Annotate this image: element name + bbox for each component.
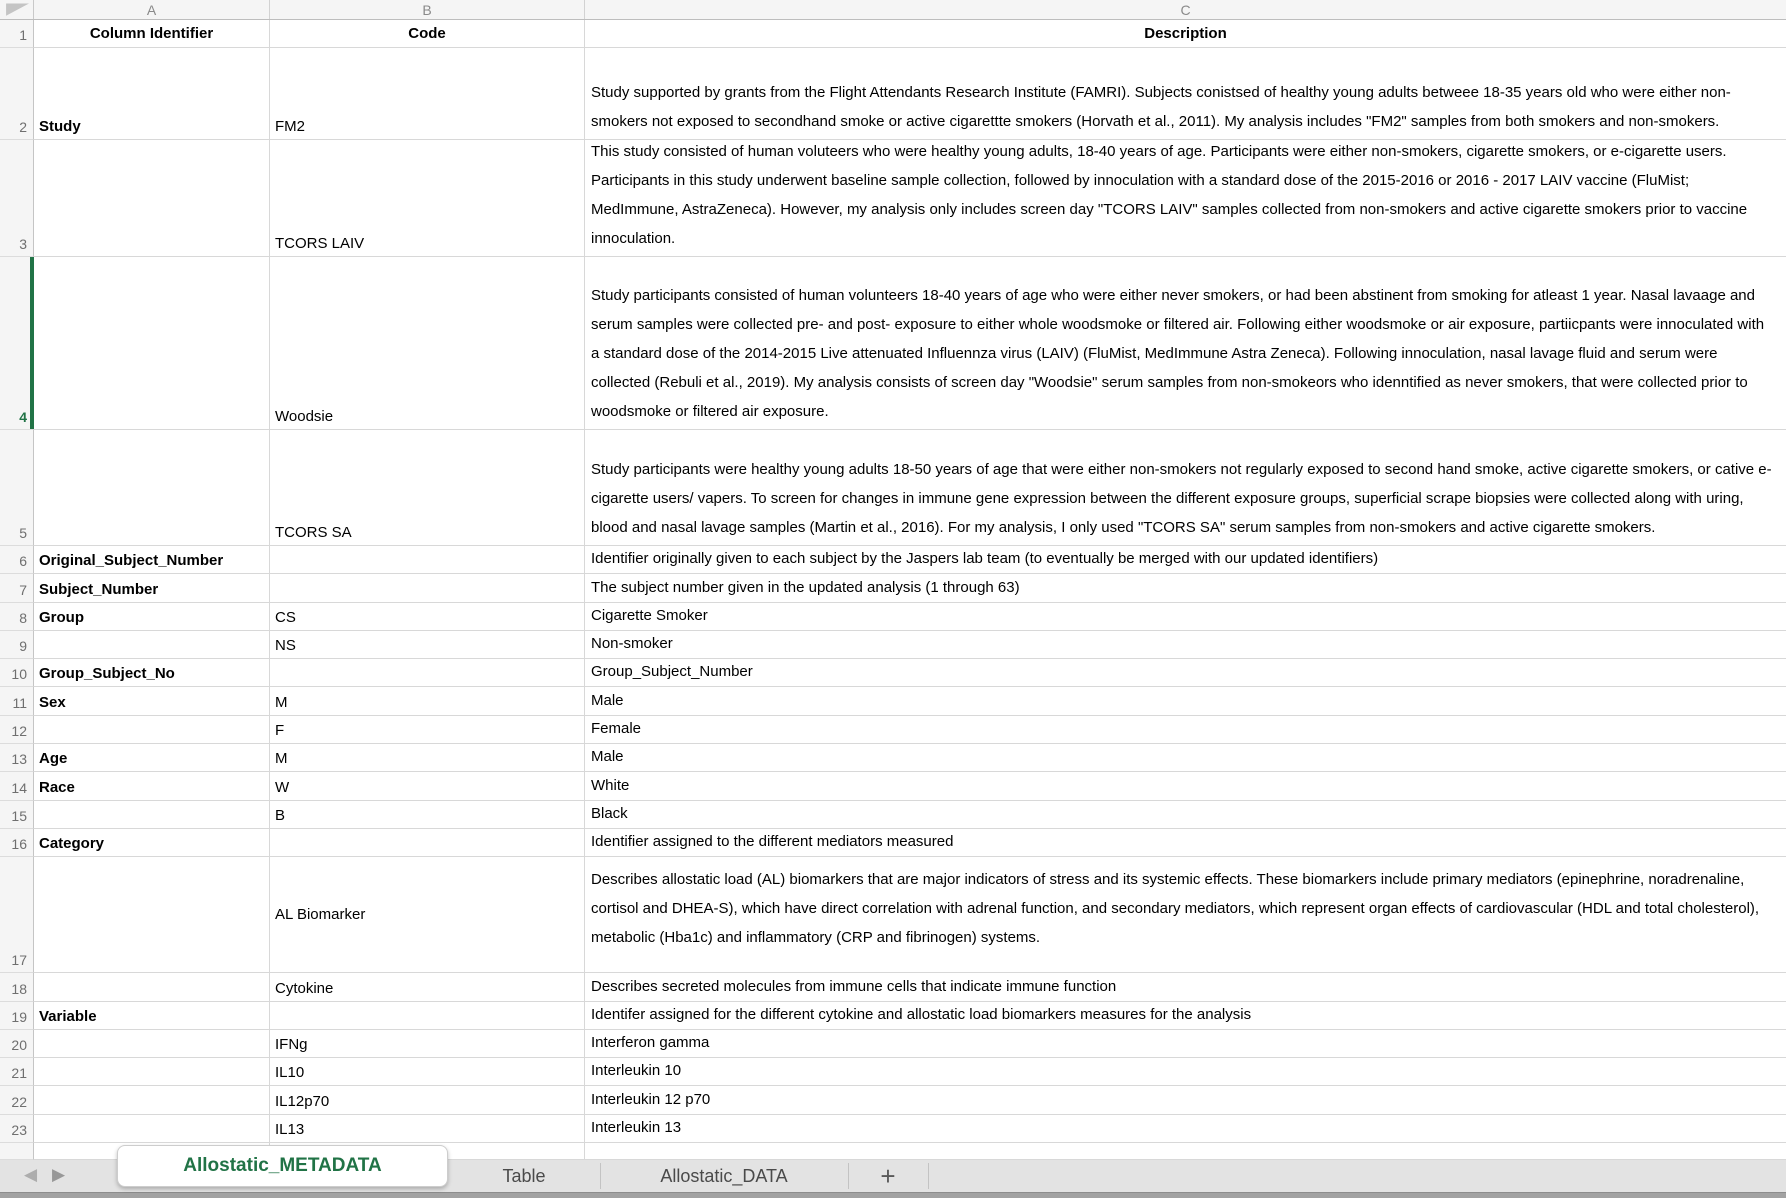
cell-A18[interactable] — [34, 973, 270, 1001]
sheet-row-22 — [0, 1086, 1786, 1114]
cell-C13[interactable]: Male — [585, 744, 1786, 772]
cell-C22[interactable]: Interleukin 12 p70 — [585, 1086, 1786, 1114]
cell-A16[interactable]: Category — [34, 829, 270, 857]
sheet-tab-bar — [0, 1155, 1786, 1192]
cell-A20[interactable] — [34, 1030, 270, 1058]
row-header-21[interactable] — [0, 1058, 34, 1086]
tab-divider — [928, 1163, 929, 1189]
cell-A3[interactable] — [34, 140, 270, 257]
cell-B18[interactable]: Cytokine — [270, 973, 585, 1001]
tab-allostatic-metadata[interactable] — [117, 1145, 448, 1187]
cell-B8[interactable]: CS — [270, 603, 585, 631]
row-header-5[interactable] — [0, 430, 34, 546]
row-number: 23 — [11, 1122, 27, 1139]
cell-B20[interactable]: IFNg — [270, 1030, 585, 1058]
sheet-row-2 — [0, 48, 1786, 140]
cell-B12[interactable]: F — [270, 716, 585, 744]
cell-A8[interactable]: Group — [34, 603, 270, 631]
cell-B15[interactable]: B — [270, 801, 585, 829]
active-row-indicator — [30, 257, 34, 429]
row-number: 5 — [19, 525, 27, 541]
sheet-row-1 — [0, 20, 1786, 48]
column-header-c[interactable]: C — [585, 0, 1786, 19]
row-header-1[interactable] — [0, 20, 34, 48]
cell-C21[interactable]: Interleukin 10 — [585, 1058, 1786, 1086]
column-header-row — [0, 0, 1786, 20]
sheet-row-9 — [0, 631, 1786, 659]
sheet-row-21 — [0, 1058, 1786, 1086]
sheet-row-8 — [0, 603, 1786, 631]
row-header-4[interactable] — [0, 257, 34, 430]
cell-C20[interactable]: Interferon gamma — [585, 1030, 1786, 1058]
tabs-scroll-right-icon[interactable]: ▶ — [52, 1165, 66, 1184]
row-header-10[interactable] — [0, 659, 34, 687]
cell-A9[interactable] — [34, 631, 270, 659]
row-header-23[interactable] — [0, 1115, 34, 1143]
row-number: 7 — [19, 581, 27, 598]
sheet-row-23 — [0, 1115, 1786, 1143]
cell-C1[interactable]: Description — [585, 20, 1786, 48]
cell-B5[interactable]: TCORS SA — [270, 430, 585, 546]
cell-B22[interactable]: IL12p70 — [270, 1086, 585, 1114]
row-header-17[interactable] — [0, 857, 34, 973]
row-number: 6 — [19, 553, 27, 570]
cell-A7[interactable]: Subject_Number — [34, 574, 270, 602]
row-header-16[interactable] — [0, 829, 34, 857]
cell-C17[interactable]: Describes allostatic load (AL) biomarkers that are major indicators of stress and its systemic effects. These biomarkers include primary mediators (epinephrine, noradrenaline, cortisol and DHEA-S), which have direct correlation with adrenal function, and secondary mediators, which represent organ effects of cardiovascular (HDL and total cholesterol), metabolic (Hba1c) and inflammatory (CRP and fibrinogen) systems. — [585, 857, 1786, 973]
tabs-scroll-left-icon[interactable]: ◀ — [24, 1165, 38, 1184]
sheet-row-3 — [0, 140, 1786, 257]
row-number: 15 — [11, 807, 27, 824]
cell-C11[interactable]: Male — [585, 687, 1786, 715]
sheet-row-16 — [0, 829, 1786, 857]
row-header-18[interactable] — [0, 973, 34, 1001]
cell-C18[interactable]: Describes secreted molecules from immune cells that indicate immune function — [585, 973, 1786, 1001]
row-number: 21 — [11, 1065, 27, 1082]
row-number: 4 — [19, 409, 27, 425]
sheet-row-17 — [0, 857, 1786, 973]
cell-C16[interactable]: Identifier assigned to the different mediators measured — [585, 829, 1786, 857]
cell-C4[interactable]: Study participants consisted of human volunteers 18-40 years of age who were either never smokers, or had been abstinent from smoking for atleast 1 year. Nasal lavaage and serum samples were collected pre- and post- exposure to either whole woodsmoke or filtered air. Following either woodsmoke or air exposure, partiicpants were innoculated with a standard dose of the 2014-2015 Live attenuated Influennza virus (LAIV) (FluMist, MedImmune Astra Zeneca). Following innoculation, nasal lavage fluid and serum were collected (Rebuli et al., 2019). My analysis consists of screen day "Woodsie" serum samples from non-smokeors who idenntified as never smokers, that were collected prior to woodsmoke or filtered air exposure. — [585, 257, 1786, 430]
row-header-22[interactable] — [0, 1086, 34, 1114]
cell-A21[interactable] — [34, 1058, 270, 1086]
sheet-row-15 — [0, 801, 1786, 829]
cell-B21[interactable]: IL10 — [270, 1058, 585, 1086]
cell-B3[interactable]: TCORS LAIV — [270, 140, 585, 257]
window-bottom-edge — [0, 1192, 1786, 1198]
cell-C19[interactable]: Identifer assigned for the different cytokine and allostatic load biomarkers measures for the analysis — [585, 1002, 1786, 1030]
row-header-19[interactable] — [0, 1002, 34, 1030]
cell-B13[interactable]: M — [270, 744, 585, 772]
cell-B7[interactable] — [270, 574, 585, 602]
cell-C7[interactable]: The subject number given in the updated analysis (1 through 63) — [585, 574, 1786, 602]
cell-C12[interactable]: Female — [585, 716, 1786, 744]
row-number: 22 — [11, 1093, 27, 1110]
sheet-row-13 — [0, 744, 1786, 772]
row-header-partial — [0, 1143, 34, 1160]
cell-A14[interactable]: Race — [34, 772, 270, 800]
cell-C3[interactable]: This study consisted of human voluteers who were healthy young adults, 18-40 years of age. Participants were either non-smokers, cigarette smokers, or e-cigarette users. Participants in this study underwent baseline sample collection, followed by innoculation with a standard dose of the 2015-2016 or 2016 - 2017 LAIV vaccine (FluMist; MedImmune, AstraZeneca). However, my analysis only includes screen day "TCORS LAIV" samples collected from non-smokers and active cigarette smokers prior to vaccine innoculation. — [585, 140, 1786, 257]
cell-B11[interactable]: M — [270, 687, 585, 715]
cell-C9[interactable]: Non-smoker — [585, 631, 1786, 659]
sheet-row-14 — [0, 772, 1786, 800]
cell-B4[interactable]: Woodsie — [270, 257, 585, 430]
cell-A19[interactable]: Variable — [34, 1002, 270, 1030]
cell-A15[interactable] — [34, 801, 270, 829]
cell-A4[interactable] — [34, 257, 270, 430]
row-number: 16 — [11, 836, 27, 853]
cell-C5[interactable]: Study participants were healthy young adults 18-50 years of age that were either non-smokers not regularly exposed to second hand smoke, active cigarette smokers, or cative e-cigarette users/ vapers. To screen for changes in immune gene expression between the different exposure groups, superficial scrape biopsies were collected along with uring, blood and nasal lavage samples (Martin et al., 2016). For my analysis, I only used "TCORS SA" serum samples from non-smokers and active cigarette smokers. — [585, 430, 1786, 546]
tab-label: Allostatic_DATA — [660, 1165, 788, 1186]
cell-A12[interactable] — [34, 716, 270, 744]
row-number: 11 — [12, 694, 27, 711]
tab-table[interactable] — [448, 1160, 600, 1192]
cell-B2[interactable]: FM2 — [270, 48, 585, 140]
row-header-8[interactable] — [0, 603, 34, 631]
tab-allostatic-data[interactable] — [600, 1160, 848, 1192]
row-header-12[interactable] — [0, 716, 34, 744]
cell-B16[interactable] — [270, 829, 585, 857]
sheet-row-11 — [0, 687, 1786, 715]
row-header-20[interactable] — [0, 1030, 34, 1058]
cell-A6[interactable]: Original_Subject_Number — [34, 546, 270, 574]
cell-B9[interactable]: NS — [270, 631, 585, 659]
cell-A5[interactable] — [34, 430, 270, 546]
row-header-14[interactable] — [0, 772, 34, 800]
sheet-row-10 — [0, 659, 1786, 687]
row-number: 19 — [11, 1008, 27, 1025]
row-header-11[interactable] — [0, 687, 34, 715]
cell-B23[interactable]: IL13 — [270, 1115, 585, 1143]
cell-B19[interactable] — [270, 1002, 585, 1030]
row-header-13[interactable] — [0, 744, 34, 772]
cell-A2[interactable]: Study — [34, 48, 270, 140]
cell-A23[interactable] — [34, 1115, 270, 1143]
cell-C15[interactable]: Black — [585, 801, 1786, 829]
cell-A10[interactable]: Group_Subject_No — [34, 659, 270, 687]
cell-C6[interactable]: Identifier originally given to each subject by the Jaspers lab team (to eventually be merged with our updated identifiers) — [585, 546, 1786, 574]
cell-C14[interactable]: White — [585, 772, 1786, 800]
row-header-7[interactable] — [0, 574, 34, 602]
cell-B10[interactable] — [270, 659, 585, 687]
row-number: 3 — [19, 236, 27, 252]
row-number: 12 — [11, 723, 27, 740]
row-number: 10 — [11, 666, 27, 683]
cell-B1[interactable]: Code — [270, 20, 585, 48]
cell-A1[interactable]: Column Identifier — [34, 20, 270, 48]
row-number: 17 — [11, 952, 27, 969]
cell-B14[interactable]: W — [270, 772, 585, 800]
cell-C10[interactable]: Group_Subject_Number — [585, 659, 1786, 687]
select-all-icon — [4, 2, 30, 17]
column-header-b[interactable]: B — [270, 0, 585, 19]
cell-A17[interactable] — [34, 857, 270, 973]
row-number: 18 — [11, 980, 27, 997]
sheet-row-20 — [0, 1030, 1786, 1058]
row-number: 14 — [11, 779, 27, 796]
cell-partial-c — [585, 1143, 1786, 1160]
sheet-row-19 — [0, 1002, 1786, 1030]
row-number: 8 — [19, 609, 27, 626]
cell-B6[interactable] — [270, 546, 585, 574]
row-number: 9 — [19, 638, 27, 655]
tab-label: Table — [502, 1165, 546, 1186]
cell-B17[interactable]: AL Biomarker — [270, 857, 585, 973]
add-sheet-button[interactable]: + — [880, 1160, 896, 1191]
row-header-3[interactable] — [0, 140, 34, 257]
select-all-button[interactable] — [0, 0, 34, 19]
cell-A11[interactable]: Sex — [34, 687, 270, 715]
row-number: 13 — [11, 751, 27, 768]
cell-C23[interactable]: Interleukin 13 — [585, 1115, 1786, 1143]
tab-label: Allostatic_METADATA — [183, 1155, 382, 1176]
sheet-row-5 — [0, 430, 1786, 546]
row-header-15[interactable] — [0, 801, 34, 829]
sheet-row-7 — [0, 574, 1786, 602]
cell-A22[interactable] — [34, 1086, 270, 1114]
row-number: 20 — [11, 1037, 27, 1054]
row-header-6[interactable] — [0, 546, 34, 574]
sheet-row-12 — [0, 716, 1786, 744]
cell-C8[interactable]: Cigarette Smoker — [585, 603, 1786, 631]
row-number: 2 — [19, 119, 27, 135]
row-number: 1 — [19, 27, 27, 43]
sheet-row-6 — [0, 546, 1786, 574]
cell-C2[interactable]: Study supported by grants from the Flight Attendants Research Institute (FAMRI). Subjects conistsed of healthy young adults betweee 18-35 years old who were either non-smokers not exposed to secondhand smoke or active cigarettte smokers (Horvath et al., 2011). My analysis includes "FM2" samples from both smokers and non-smokers. — [585, 48, 1786, 140]
sheet-row-4 — [0, 257, 1786, 430]
row-header-9[interactable] — [0, 631, 34, 659]
row-header-2[interactable] — [0, 48, 34, 140]
cell-A13[interactable]: Age — [34, 744, 270, 772]
sheet-row-18 — [0, 973, 1786, 1001]
column-header-a[interactable]: A — [34, 0, 270, 19]
